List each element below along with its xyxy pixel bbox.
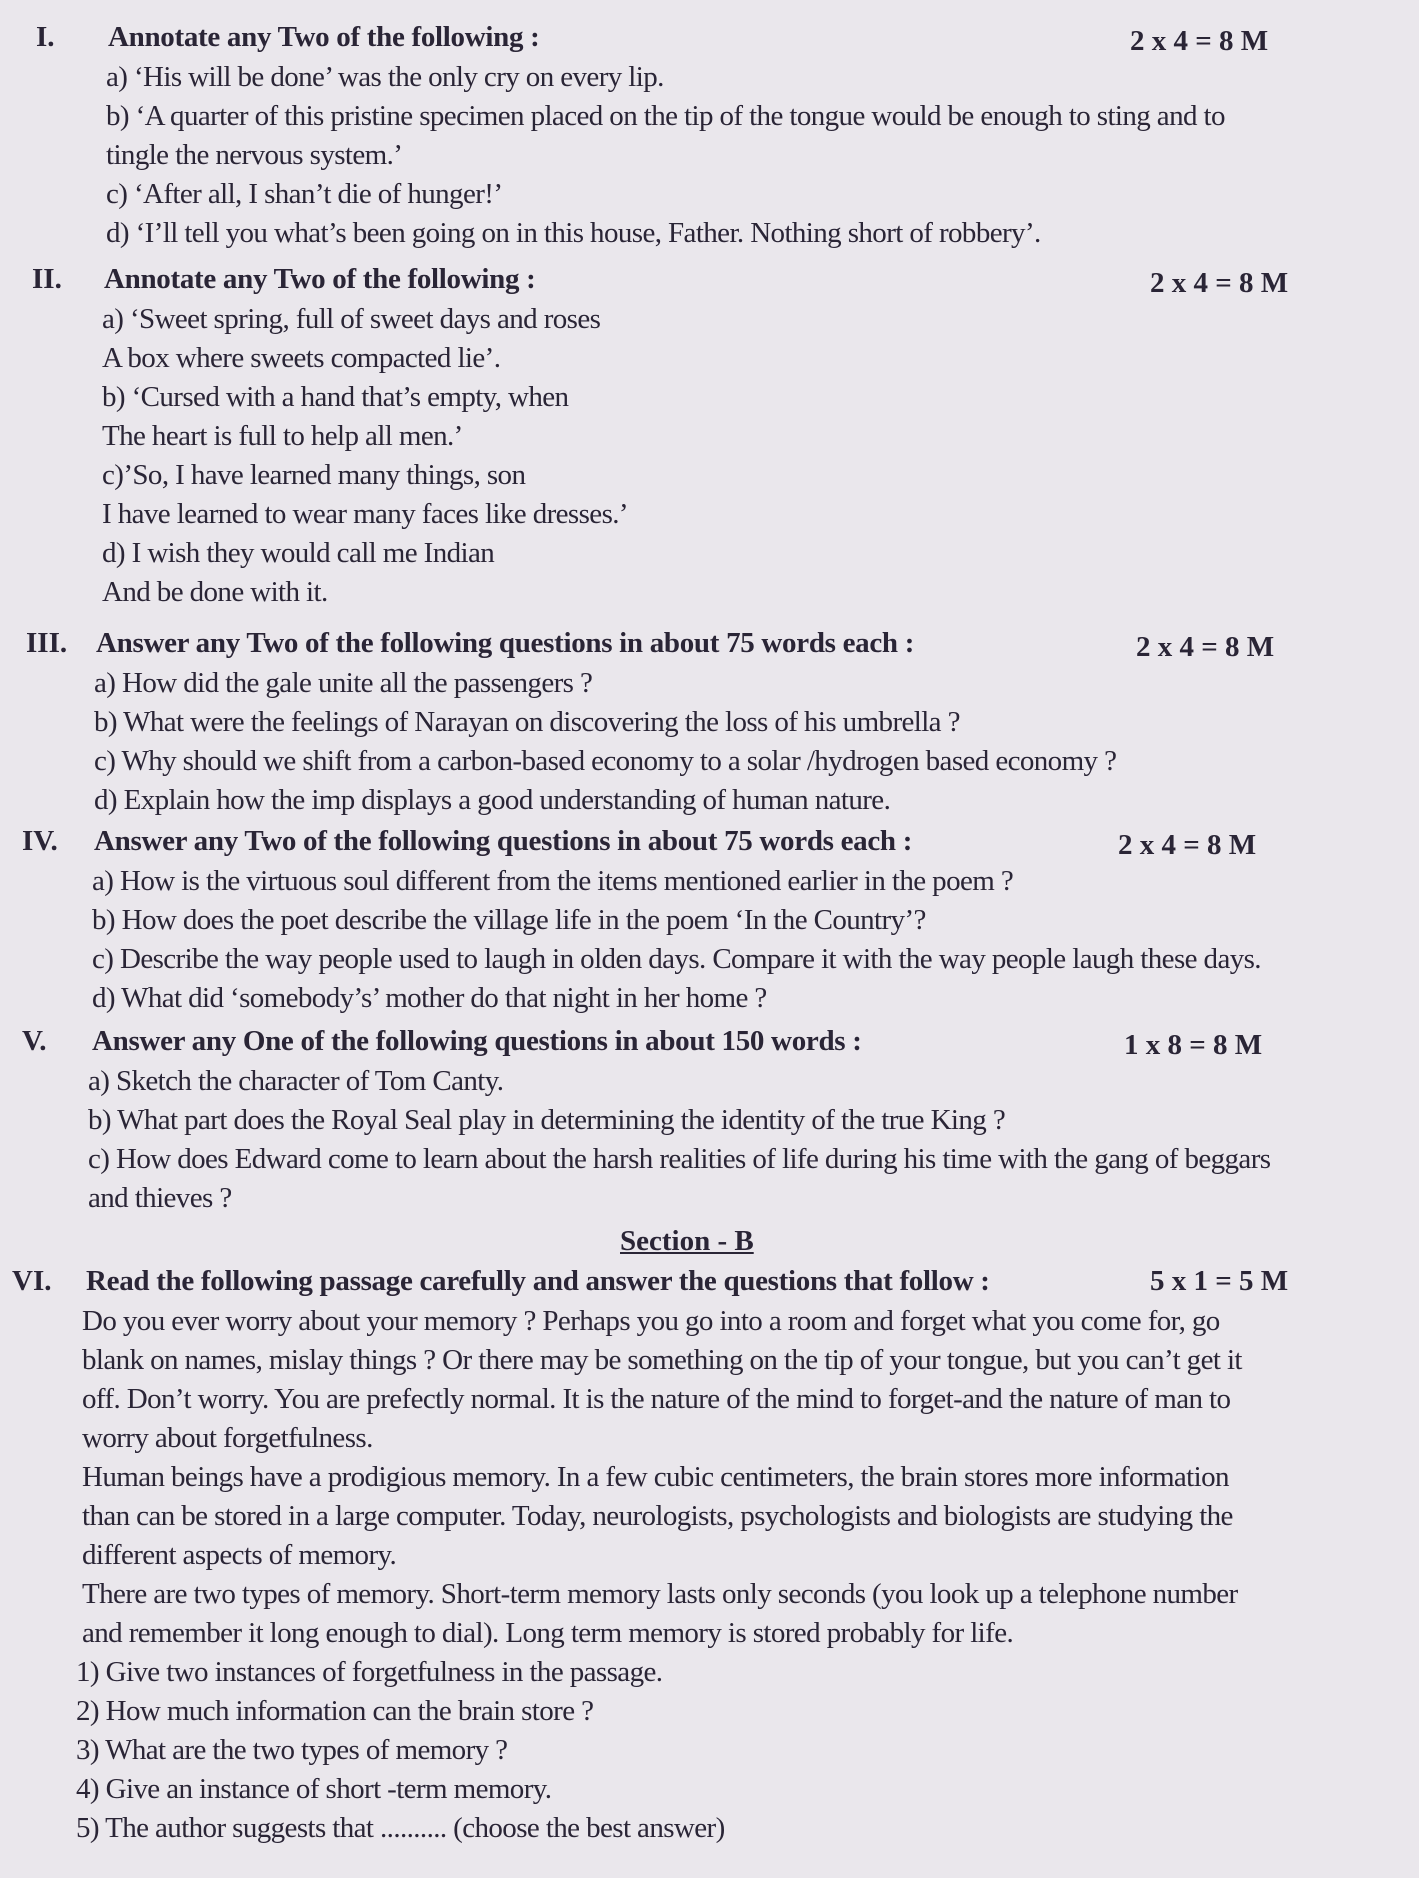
question-item: b) What part does the Royal Seal play in determining the identity of the true King ? [88, 1104, 1006, 1136]
question-item: 3) What are the two types of memory ? [76, 1734, 508, 1766]
question-item: and thieves ? [88, 1182, 232, 1214]
question-item: c) Why should we shift from a carbon-based economy to a solar /hydrogen based economy ? [94, 745, 1117, 777]
question-item: a) How is the virtuous soul different from the items mentioned earlier in the poem ? [92, 865, 1014, 897]
question-section-3 [0, 624, 1419, 820]
question-item: b) What were the feelings of Narayan on discovering the loss of his umbrella ? [94, 706, 960, 738]
question-item: a) How did the gale unite all the passengers ? [94, 667, 593, 699]
question-item: a) Sketch the character of Tom Canty. [88, 1065, 504, 1097]
marks-label: 2 x 4 = 8 M [1136, 631, 1275, 663]
roman-numeral: III. [26, 627, 68, 659]
section-b-heading: Section - B [620, 1225, 754, 1257]
question-item: The heart is full to help all men.’ [102, 420, 463, 452]
question-header [0, 260, 1419, 298]
question-item: A box where sweets compacted lie’. [102, 342, 501, 374]
passage-line: than can be stored in a large computer. Today, neurologists, psychologists and biologists are studying the [82, 1500, 1233, 1532]
question-item: b) ‘Cursed with a hand that’s empty, when [102, 381, 569, 413]
question-section-1 [0, 18, 1419, 253]
question-item: And be done with it. [102, 576, 328, 608]
marks-label: 1 x 8 = 8 M [1124, 1029, 1263, 1061]
question-item: a) ‘His will be done’ was the only cry on every lip. [106, 61, 664, 93]
question-item: c) How does Edward come to learn about the harsh realities of life during his time with the gang of beggars [88, 1143, 1271, 1175]
question-section-6 [0, 1262, 1419, 1848]
question-header [0, 1022, 1419, 1060]
question-item: d) ‘I’ll tell you what’s been going on in this house, Father. Nothing short of robbery’. [106, 217, 1041, 249]
passage-line: Human beings have a prodigious memory. In a few cubic centimeters, the brain stores more information [82, 1461, 1229, 1493]
roman-numeral: I. [36, 21, 55, 53]
question-item: c)’So, I have learned many things, son [102, 459, 526, 491]
question-header [0, 822, 1419, 860]
question-header [0, 624, 1419, 662]
passage-line: blank on names, mislay things ? Or there may be something on the tip of your tongue, but you can’t get it [82, 1344, 1242, 1376]
question-item: 5) The author suggests that .......... (choose the best answer) [76, 1812, 725, 1844]
question-title: Annotate any Two of the following : [108, 21, 540, 53]
marks-label: 5 x 1 = 5 M [1150, 1265, 1289, 1297]
question-item: b) ‘A quarter of this pristine specimen placed on the tip of the tongue would be enough to sting and to [106, 100, 1225, 132]
question-header [0, 1262, 1419, 1300]
question-items [0, 300, 1419, 612]
question-items [0, 58, 1419, 253]
question-items [0, 1062, 1419, 1218]
question-items [0, 862, 1419, 1018]
question-item: 4) Give an instance of short -term memory. [76, 1773, 552, 1805]
question-item: d) I wish they would call me Indian [102, 537, 495, 569]
question-section-4 [0, 822, 1419, 1018]
question-item: d) What did ‘somebody’s’ mother do that night in her home ? [92, 982, 767, 1014]
question-item: c) ‘After all, I shan’t die of hunger!’ [106, 178, 503, 210]
roman-numeral: V. [22, 1025, 47, 1057]
question-section-2 [0, 260, 1419, 612]
question-item: a) ‘Sweet spring, full of sweet days and roses [102, 303, 601, 335]
question-section-5 [0, 1022, 1419, 1218]
question-title: Annotate any Two of the following : [104, 263, 536, 295]
passage-line: and remember it long enough to dial). Long term memory is stored probably for life. [82, 1617, 1014, 1649]
passage-line: There are two types of memory. Short-term memory lasts only seconds (you look up a telephone number [82, 1578, 1238, 1610]
question-item: c) Describe the way people used to laugh in olden days. Compare it with the way people laugh these days. [92, 943, 1261, 975]
question-item: I have learned to wear many faces like dresses.’ [102, 498, 628, 530]
question-item: d) Explain how the imp displays a good understanding of human nature. [94, 784, 891, 816]
marks-label: 2 x 4 = 8 M [1130, 25, 1269, 57]
passage-line: different aspects of memory. [82, 1539, 397, 1571]
roman-numeral: II. [32, 263, 62, 295]
roman-numeral: IV. [22, 825, 58, 857]
question-title: Read the following passage carefully and answer the questions that follow : [86, 1265, 990, 1297]
question-items [0, 664, 1419, 820]
roman-numeral: VI. [12, 1265, 52, 1297]
passage-line: Do you ever worry about your memory ? Perhaps you go into a room and forget what you come for, go [82, 1305, 1220, 1337]
reading-passage [0, 1302, 1419, 1653]
passage-line: worry about forgetfulness. [82, 1422, 373, 1454]
question-item: b) How does the poet describe the village life in the poem ‘In the Country’? [92, 904, 926, 936]
marks-label: 2 x 4 = 8 M [1150, 267, 1289, 299]
question-header [0, 18, 1419, 56]
question-item: 2) How much information can the brain store ? [76, 1695, 594, 1727]
comprehension-questions [0, 1653, 1419, 1848]
question-title: Answer any One of the following questions in about 150 words : [92, 1025, 862, 1057]
question-item: tingle the nervous system.’ [106, 139, 403, 171]
passage-line: off. Don’t worry. You are prefectly normal. It is the nature of the mind to forget-and the nature of man to [82, 1383, 1231, 1415]
question-title: Answer any Two of the following questions in about 75 words each : [94, 825, 913, 857]
question-title: Answer any Two of the following questions in about 75 words each : [96, 627, 915, 659]
marks-label: 2 x 4 = 8 M [1118, 829, 1257, 861]
question-item: 1) Give two instances of forgetfulness in the passage. [76, 1656, 663, 1688]
